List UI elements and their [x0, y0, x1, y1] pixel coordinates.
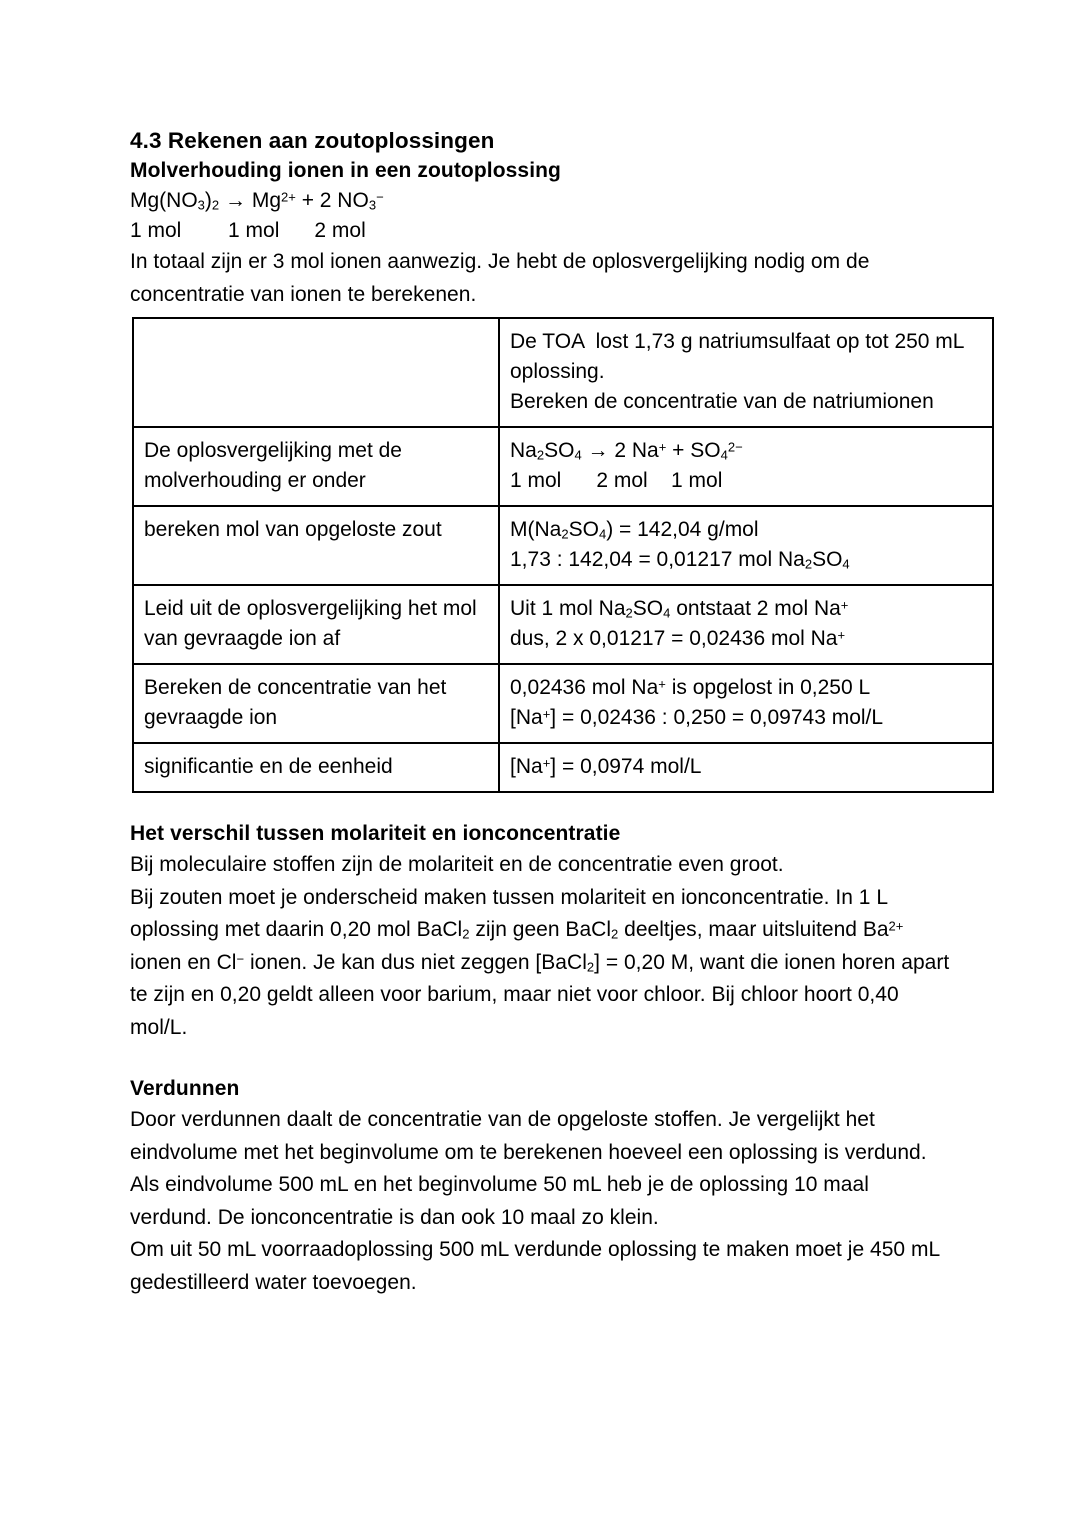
spacer — [130, 793, 960, 819]
equation-product1-charge: 2+ — [281, 189, 296, 205]
step-label-text: Bereken de concentratie van het gevraagde ion — [144, 676, 447, 729]
subheading-verschil-molariteit: Het verschil tussen molariteit en ionconcentratie — [130, 822, 621, 845]
paragraph-part-5: ionen. Je kan dus niet zeggen [BaCl — [244, 950, 587, 974]
formula-sub: 2 — [611, 926, 619, 942]
subheading-molverhouding: Molverhouding ionen in een zoutoplossing — [130, 159, 561, 182]
formula-sub: 4 — [842, 556, 850, 572]
concentration-calculation-line: [Na+] = 0,02436 : 0,250 = 0,09743 mol/L — [510, 706, 884, 729]
formula-sup: + — [542, 755, 551, 771]
formula-sup: + — [658, 676, 666, 692]
assignment-line-2: Bereken de concentratie van de natriumionen — [510, 390, 934, 413]
formula-sub: 4 — [720, 447, 728, 463]
calculation-steps-table — [132, 317, 994, 793]
ion-ratio-line: Uit 1 mol $Na_2SO_4$ ontstaat 2 mol Na+ — [510, 597, 849, 621]
table-cell-step-content — [499, 506, 993, 585]
paragraph-molariteit-line-1: Bij moleculaire stoffen zijn de molariteit en de concentratie even groot. — [130, 853, 784, 876]
formula-sub: 2 — [804, 556, 813, 572]
equation-reactant-sub1: 3 — [197, 197, 205, 213]
step-label-text: De oplosvergelijking met de molverhouding er onder — [144, 439, 402, 492]
table-row — [133, 318, 993, 427]
formula-sub: 2 — [625, 605, 633, 621]
table-cell-step-label — [133, 743, 499, 792]
table-cell-step-label — [133, 506, 499, 585]
dissolution-equation-na2so4: $Na_2SO_4 \to 2$ $Na^+ + SO_4^{2-}$ — [510, 439, 743, 463]
assignment-line-1: De TOA lost 1,73 g natriumsulfaat op tot 250 mL oplossing. — [510, 330, 970, 383]
formula-sub: 4 — [574, 447, 582, 463]
paragraph-part-3: deeltjes, maar uitsluitend Ba — [618, 918, 889, 941]
equation-reactant-paren: ) — [204, 189, 212, 212]
molar-mass-line: $M(Na_2SO_4) = 142,04$ g/mol — [510, 518, 759, 542]
ion-mole-calculation-line: dus, 2 x 0,01217 = 0,02436 mol Na+ — [510, 627, 846, 650]
equation-reactant: Mg(NO — [130, 189, 198, 212]
paragraph-part-6: ] = 0,20 M, want die ionen horen apart te zijn en 0,20 geldt alleen voor barium, maar niet voor chloor. Bij chloor hoort 0,40 mol/L. — [130, 950, 950, 1039]
formula-sub: 2 — [586, 958, 595, 974]
table-cell-step-content — [499, 427, 993, 506]
mole-ratio-line: 1 mol 2 mol 1 mol — [510, 469, 723, 492]
section-title: 4.3 Rekenen aan zoutoplossingen — [130, 128, 495, 153]
equation-mole-ratio-line: 1 mol 1 mol 2 mol — [130, 219, 366, 242]
formula-sup: 2+ — [888, 918, 904, 934]
formula-sup: + — [837, 627, 846, 643]
table-cell-step-content — [499, 318, 993, 427]
formula-sub: 2 — [462, 926, 470, 942]
paragraph-molariteit-body — [130, 882, 952, 1045]
paragraph-part-1: Bij zouten moet je onderscheid maken tussen molariteit en ionconcentratie. In 1 L oplossing met daarin 0,20 mol BaCl — [130, 885, 888, 941]
formula-sup: − — [236, 951, 245, 967]
table-row — [133, 664, 993, 743]
intro-paragraph: In totaal zijn er 3 mol ionen aanwezig. Je hebt de oplosvergelijking nodig om de concentratie van ionen te berekenen. — [130, 250, 870, 306]
formula-sup: + — [658, 439, 667, 455]
paragraph-verdunnen-2: Om uit 50 mL voorraadoplossing 500 mL verdunde oplossing te maken moet je 450 mL gedestilleerd water toevoegen. — [130, 1238, 940, 1294]
formula-sup: + — [542, 706, 551, 722]
table-row — [133, 506, 993, 585]
final-answer-line: [Na+] = 0,0974 mol/L — [510, 755, 702, 778]
formula-sup: + — [840, 597, 849, 613]
subheading-verdunnen: Verdunnen — [130, 1077, 240, 1100]
formula-sub: 4 — [663, 605, 671, 621]
equation-product2-charge: − — [376, 189, 384, 205]
calculation-steps-body — [133, 318, 993, 792]
table-cell-step-label — [133, 585, 499, 664]
formula-sub: 4 — [598, 526, 607, 542]
table-row — [133, 743, 993, 792]
step-label-text: bereken mol van opgeloste zout — [144, 518, 442, 541]
step-label-text: significantie en de eenheid — [144, 755, 393, 778]
dissolution-equation — [130, 186, 960, 216]
paragraph-verdunnen-1: Door verdunnen daalt de concentratie van de opgeloste stoffen. Je vergelijkt het eindvolume met het beginvolume om te berekenen hoeveel een oplossing is verdund. Als eindvolume 500 mL en het beginvolume 50 mL heb je de oplossing 10 maal verdund. De ionconcentratie is dan ook 10 maal zo klein. — [130, 1108, 927, 1229]
table-cell-step-label — [133, 427, 499, 506]
formula-sup: 2− — [727, 439, 743, 455]
mole-calculation-line: 1,73 : 142,04 = 0,01217 mol $Na_2SO_4$ — [510, 548, 850, 572]
paragraph-part-2: zijn geen BaCl — [469, 918, 612, 941]
equation-arrow: → Mg — [219, 189, 282, 212]
equation-reactant-sub2: 2 — [211, 197, 220, 213]
table-cell-step-label — [133, 664, 499, 743]
formula-sub: 2 — [561, 526, 569, 542]
paragraph-part-4: ionen en Cl — [130, 950, 237, 974]
table-row — [133, 585, 993, 664]
step-label-text: Leid uit de oplosvergelijking het mol van gevraagde ion af — [144, 597, 477, 650]
table-cell-step-content — [499, 664, 993, 743]
spacer — [130, 1044, 960, 1074]
formula-sub: 2 — [536, 447, 545, 463]
table-cell-step-content — [499, 743, 993, 792]
table-row — [133, 427, 993, 506]
table-cell-step-content — [499, 585, 993, 664]
equation-plus: + 2 NO — [295, 189, 369, 212]
equation-product2-sub: 3 — [368, 197, 377, 213]
table-cell-step-label — [133, 318, 499, 427]
volume-line: 0,02436 mol Na+ is opgelost in 0,250 L — [510, 676, 871, 699]
